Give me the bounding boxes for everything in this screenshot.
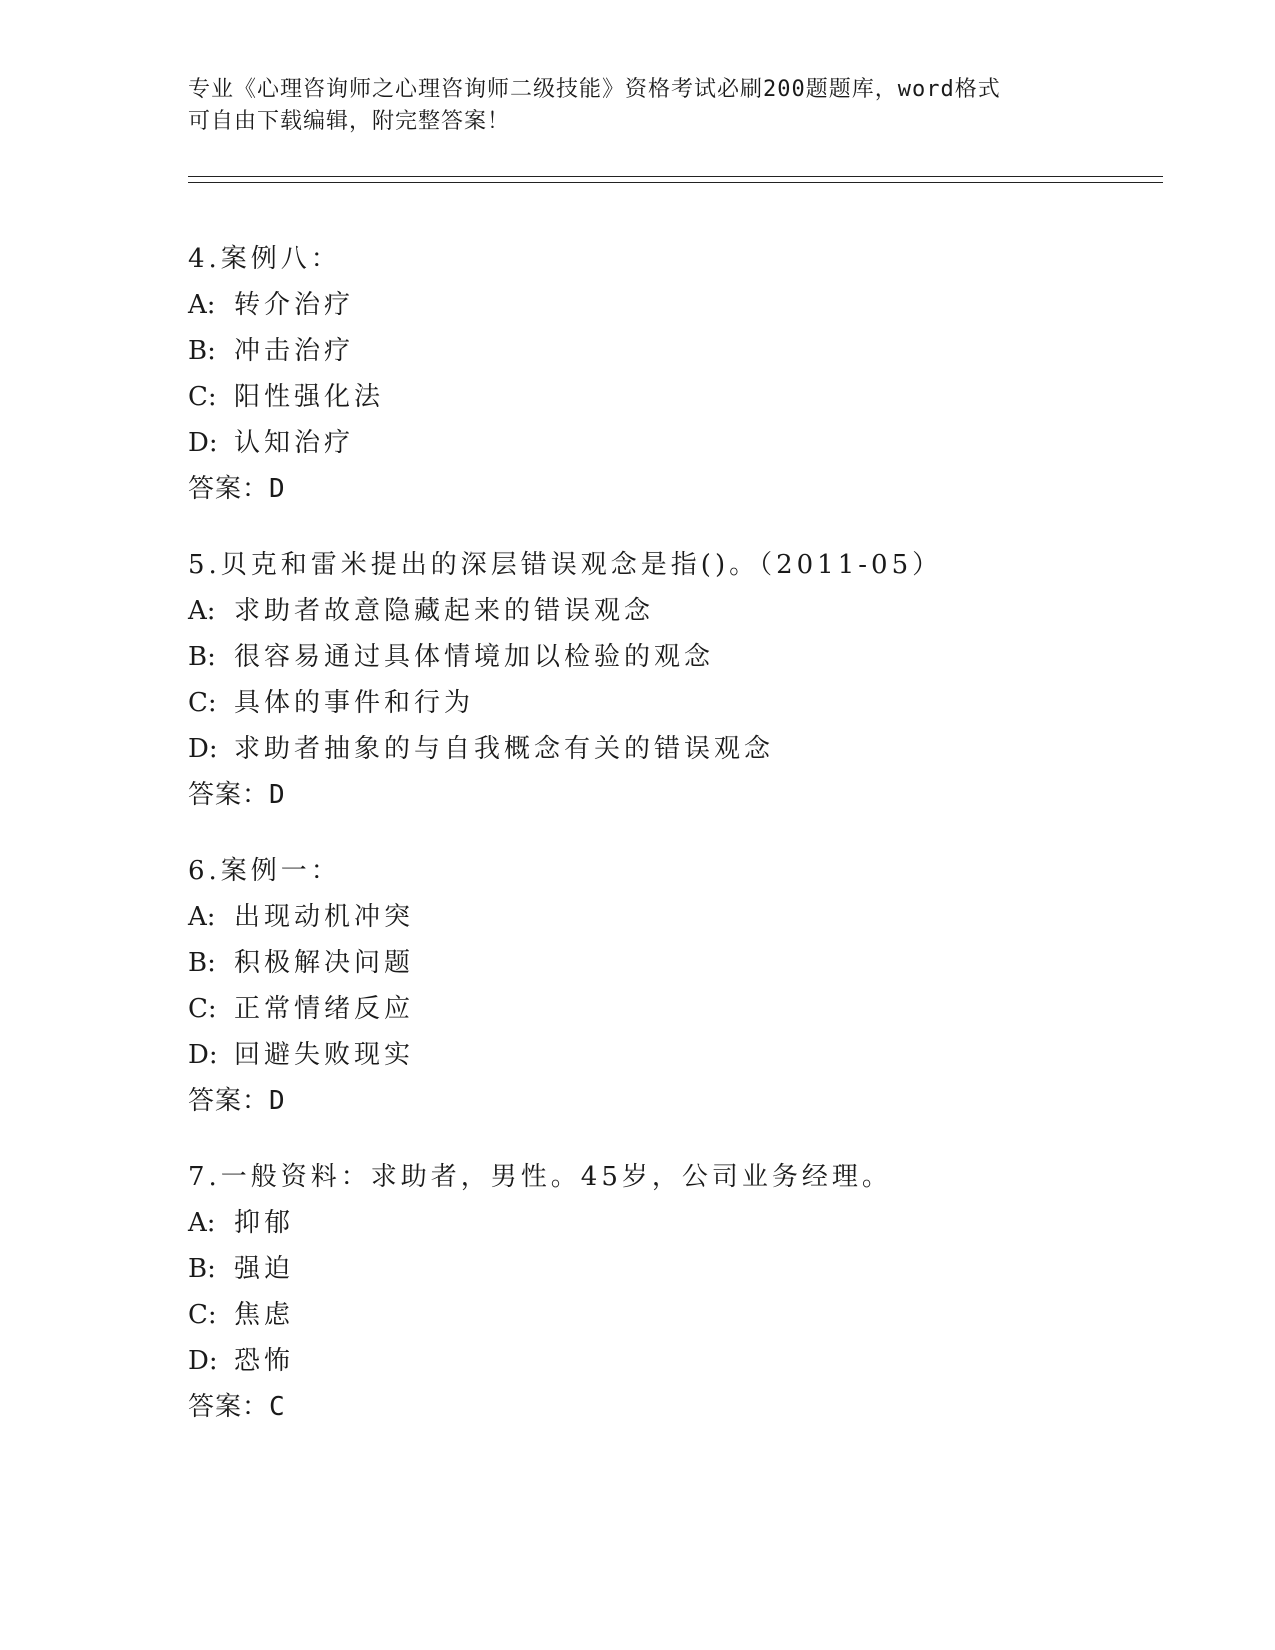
option-letter: A:: [188, 902, 216, 932]
question-list: [188, 236, 1168, 1460]
option-letter: D:: [188, 1040, 218, 1070]
option-text: 回避失败现实: [234, 1040, 415, 1070]
option-d: [188, 420, 1168, 466]
option-a: [188, 894, 1168, 940]
question-7: [188, 1154, 1168, 1430]
option-a: [188, 1200, 1168, 1246]
option-text: 冲击治疗: [234, 336, 355, 366]
question-stem: 6.案例一：: [188, 856, 341, 886]
option-text: 出现动机冲突: [234, 902, 415, 932]
option-letter: C:: [188, 688, 217, 718]
option-letter: D:: [188, 428, 218, 458]
option-text: 积极解决问题: [234, 948, 415, 978]
option-text: 很容易通过具体情境加以检验的观念: [234, 642, 715, 672]
option-text: 强迫: [234, 1254, 295, 1284]
option-letter: B:: [188, 948, 216, 978]
option-letter: C:: [188, 994, 217, 1024]
option-letter: B:: [188, 1254, 216, 1284]
question-6: [188, 848, 1168, 1124]
header-divider-bottom: [188, 182, 1163, 183]
option-d: [188, 726, 1168, 772]
option-text: 具体的事件和行为: [234, 688, 475, 718]
option-letter: B:: [188, 642, 216, 672]
option-text: 认知治疗: [234, 428, 355, 458]
option-a: [188, 588, 1168, 634]
option-letter: D:: [188, 734, 218, 764]
header-line-2: 可自由下载编辑，附完整答案！: [188, 109, 511, 134]
option-text: 阳性强化法: [234, 382, 385, 412]
option-text: 抑郁: [234, 1208, 295, 1238]
option-c: [188, 986, 1168, 1032]
option-d: [188, 1032, 1168, 1078]
option-c: [188, 680, 1168, 726]
option-letter: A:: [188, 596, 216, 626]
answer-line: 答案：D: [188, 474, 286, 504]
option-text: 求助者抽象的与自我概念有关的错误观念: [234, 734, 775, 764]
option-letter: A:: [188, 290, 216, 320]
option-b: [188, 940, 1168, 986]
option-letter: C:: [188, 382, 217, 412]
header-divider-top: [188, 176, 1163, 177]
option-letter: B:: [188, 336, 216, 366]
option-text: 正常情绪反应: [234, 994, 415, 1024]
option-letter: A:: [188, 1208, 216, 1238]
option-b: [188, 634, 1168, 680]
option-a: [188, 282, 1168, 328]
option-text: 焦虑: [234, 1300, 295, 1330]
header-line-1: 专业《心理咨询师之心理咨询师二级技能》资格考试必刷200题题库，word格式: [188, 77, 1001, 102]
option-d: [188, 1338, 1168, 1384]
question-5: [188, 542, 1168, 818]
option-c: [188, 374, 1168, 420]
document-header: [188, 74, 1088, 138]
option-b: [188, 1246, 1168, 1292]
option-text: 求助者故意隐藏起来的错误观念: [234, 596, 655, 626]
option-text: 恐怖: [234, 1346, 295, 1376]
question-stem: 7.一般资料：求助者，男性。45岁，公司业务经理。: [188, 1162, 892, 1192]
question-stem: 4.案例八：: [188, 244, 341, 274]
answer-line: 答案：C: [188, 1392, 286, 1422]
answer-line: 答案：D: [188, 780, 286, 810]
question-stem: 5.贝克和雷米提出的深层错误观念是指()。（2011-05）: [188, 550, 943, 580]
answer-line: 答案：D: [188, 1086, 286, 1116]
option-b: [188, 328, 1168, 374]
option-letter: D:: [188, 1346, 218, 1376]
option-letter: C:: [188, 1300, 217, 1330]
option-c: [188, 1292, 1168, 1338]
question-4: [188, 236, 1168, 512]
option-text: 转介治疗: [234, 290, 355, 320]
